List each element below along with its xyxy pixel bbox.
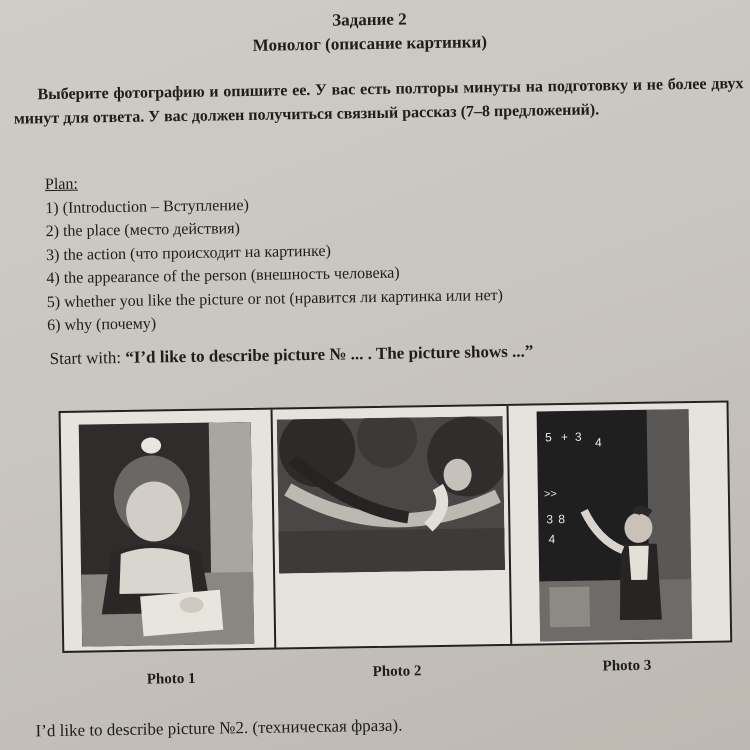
plan-item: 5) whether you like the picture or not (нравится ли картинка или нет) — [46, 286, 504, 311]
task-title: Задание 2 — [332, 9, 407, 30]
photo-caption-1: Photo 1 — [146, 670, 196, 688]
plan-item: 4) the appearance of the person (внешность человека) — [46, 264, 400, 288]
answer-line: I’d like to describe picture №2. (техническая фраза). — [35, 715, 403, 741]
blackboard-char: 4 — [594, 435, 602, 450]
blackboard-char: 5 — [544, 430, 552, 445]
blackboard-char: + — [560, 429, 569, 445]
photo-cell-2 — [273, 406, 513, 648]
plan-item: 1) (Introduction – Вступление) — [45, 196, 249, 217]
blackboard-char: 3 — [546, 512, 554, 527]
start-label: Start with: — [49, 347, 122, 369]
photo-strip — [59, 400, 733, 652]
start-phrase: “I’d like to describe picture № ... . The picture shows ...” — [125, 341, 534, 367]
blackboard-char: >> — [543, 488, 557, 501]
plan-item: 6) why (почему) — [47, 315, 157, 335]
woman-hammock-photo — [277, 416, 505, 574]
girl-drawing-illustration — [79, 422, 254, 647]
boy-at-blackboard-illustration — [537, 409, 693, 641]
task-instructions: Выберите фотографию и опишите ее. У вас есть полторы минуты на подготовку и не более двух минут для ответа. У вас должен получиться связный рассказ (7–8 предложений). — [13, 75, 744, 128]
blackboard-char: 4 — [548, 532, 556, 547]
blackboard-char: 3 — [574, 429, 582, 444]
start-with-line — [50, 342, 534, 370]
boy-at-blackboard-photo — [537, 409, 693, 641]
photo-caption-3: Photo 3 — [602, 657, 652, 675]
photo-cell-3 — [509, 402, 731, 643]
photo-cell-1 — [61, 410, 277, 651]
girl-drawing-photo — [79, 422, 254, 647]
plan-list — [45, 162, 727, 337]
task-header — [0, 2, 745, 62]
blackboard-char: 8 — [558, 512, 566, 527]
woman-hammock-illustration — [277, 416, 505, 574]
photo-caption-2: Photo 2 — [372, 663, 422, 681]
plan-item: 3) the action (что происходит на картинке) — [45, 242, 331, 264]
plan-heading: Plan: — [44, 175, 78, 194]
task-subtitle: Монолог (описание картинки) — [252, 32, 488, 55]
plan-item: 2) the place (место действия) — [45, 220, 240, 241]
